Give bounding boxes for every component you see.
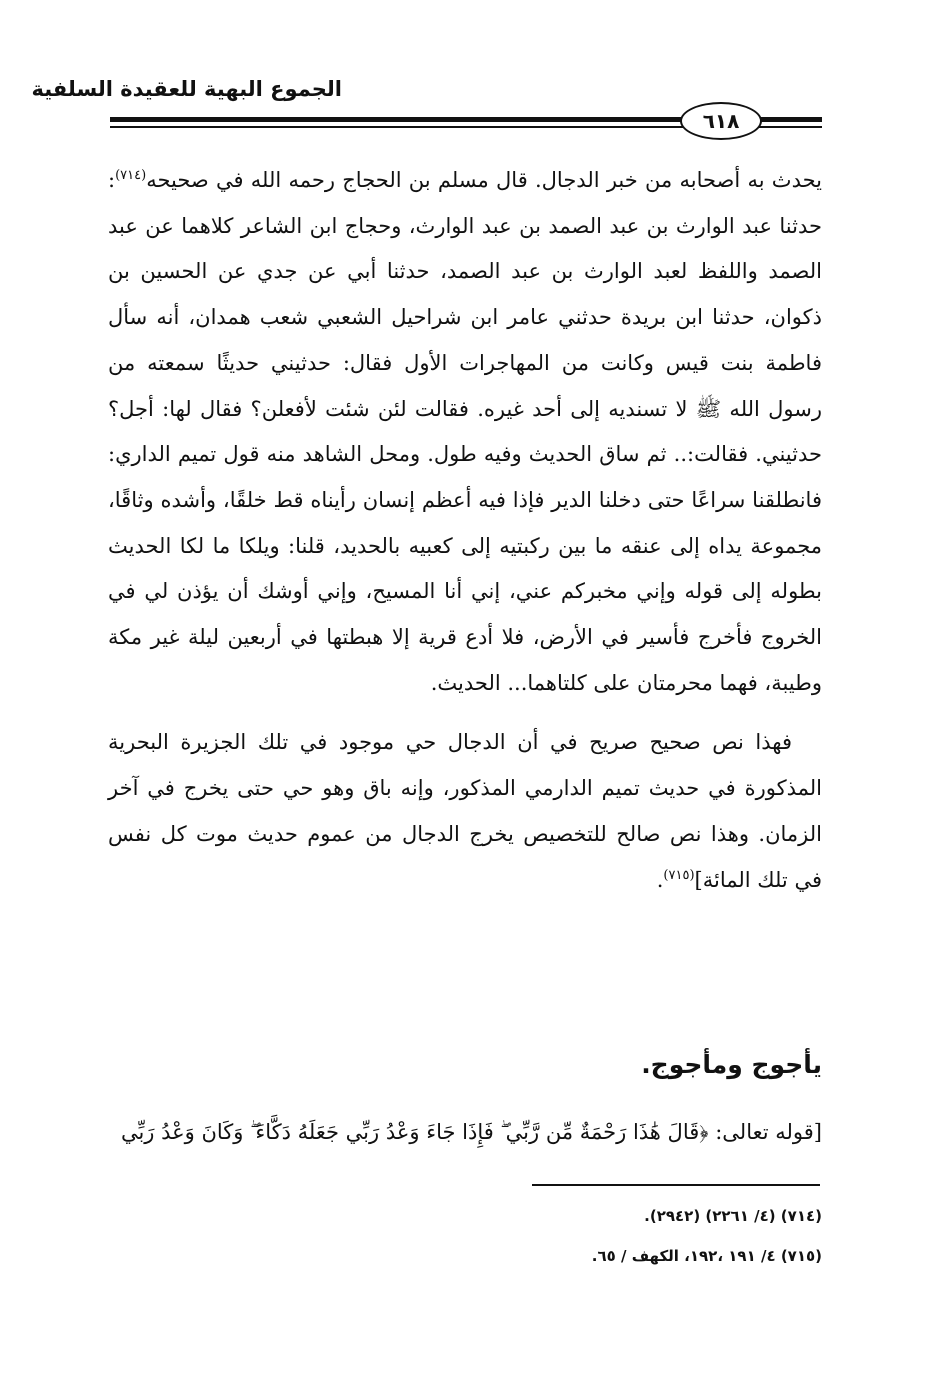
footnote-ref-715[interactable]: (٧١٥) [663, 867, 695, 883]
footnote-715: (٧١٥) ٤/ ١٩١ ،١٩٢، الكهف / ٦٥. [591, 1247, 822, 1265]
paragraph-2-text-a: فهذا نص صحيح صريح في أن الدجال حي موجود في تلك الجزيرة البحرية المذكورة في حديث تميم الدارمي المذكور، وإنه باق وهو حي حتى يخرج في آخر الزمان. وهذا نص صالح للتخصيص يخرج الدجال من عموم حديث موت كل نفس في تلك المائة] [108, 730, 822, 892]
footnote-ref-714[interactable]: (٧١٤) [115, 168, 147, 183]
page-number: ٦١٨ [680, 102, 762, 140]
section-heading: يأجوج ومأجوج. [641, 1050, 822, 1079]
verse-line: [قوله تعالى: ﴿قَالَ هَٰذَا رَحْمَةٌ مِّن رَّبِّي ۖ فَإِذَا جَاءَ وَعْدُ رَبِّي جَعَلَهُ دَكَّاءَ ۖ وَكَانَ وَعْدُ رَبِّي [120, 1120, 822, 1144]
paragraph-2 [108, 720, 822, 903]
paragraph-1-text-a: يحدث به أصحابه من خبر الدجال. قال مسلم بن الحجاج رحمه الله في صحيحه [146, 168, 822, 192]
running-title: الجموع البهية للعقيدة السلفية [31, 77, 342, 101]
paragraph-2-text-b: . [656, 867, 664, 892]
footnote-separator [532, 1184, 820, 1186]
paragraph-1 [108, 158, 822, 706]
footnote-714: (٧١٤) (٤/ ٢٢٦١) (٢٩٤٢). [644, 1207, 822, 1225]
paragraph-1-text-b: : حدثنا عبد الوارث بن عبد الصمد بن عبد الوارث، وحجاج ابن الشاعر كلاهما عن عبد الصمد واللفظ لعبد الوارث بن عبد الصمد، حدثنا أبي عن جدي عن الحسين بن ذكوان، حدثنا ابن بريدة حدثني عامر ابن شراحيل الشعبي شعب همدان، أنه سأل فاطمة بنت قيس وكانت من المهاجرات الأول فقال: حدثيني حديثًا سمعته من رسول الله ﷺ لا تسنديه إلى أحد غيره. فقالت لئن شئت لأفعلن؟ فقال لها: أجل؟ حدثيني. فقالت:.. ثم ساق الحديث وفيه طول. ومحل الشاهد منه قول تميم الداري: فانطلقنا سراعًا حتى دخلنا الدير فإذا فيه أعظم إنسان رأيناه قط خلقًا، وأشده وثاقًا، مجموعة يداه إلى عنقه ما بين ركبتيه إلى كعبيه بالحديد، قلنا: ويلكا ما لكا الحديث بطوله إلى قوله وإني مخبركم عني، إني أنا المسيح، وإني أوشك أن يؤذن لي في الخروج فأخرج فأسير في الأرض، فلا أدع قرية إلا هبطتها في أربعين ليلة غير مكة وطيبة، فهما محرمتان على كلتاهما... الحديث. [108, 168, 822, 695]
body-text [108, 158, 822, 903]
